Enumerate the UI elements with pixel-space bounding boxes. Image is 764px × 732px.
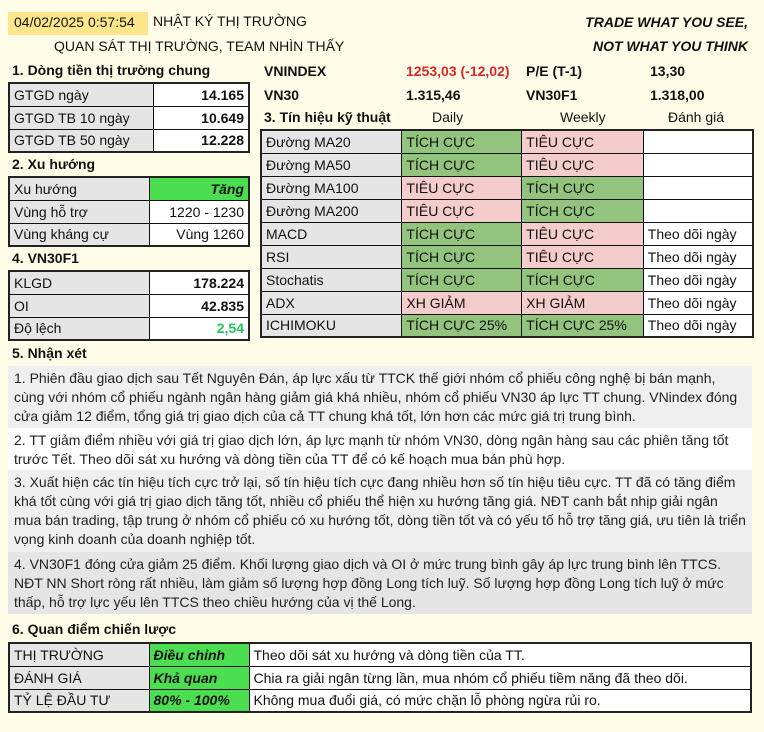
table-row <box>261 176 753 199</box>
signal-daily: TÍCH CỰC 25% <box>402 314 522 337</box>
row-value: 10.649 <box>153 106 249 129</box>
table-row <box>261 199 753 222</box>
col-eval-header: Đánh giá <box>668 109 725 125</box>
signal-weekly: TÍCH CỰC <box>522 176 644 199</box>
row-label: GTGD ngày <box>9 83 153 106</box>
table-row <box>261 130 753 153</box>
signal-daily: TIÊU CỰC <box>402 176 522 199</box>
row-value: 1220 - 1230 <box>149 200 249 223</box>
col-daily-header: Daily <box>432 109 464 125</box>
signal-weekly: XH GIẢM <box>522 291 644 314</box>
signal-name: Đường MA50 <box>261 153 402 176</box>
comment-1: 1. Phiên đầu giao dịch sau Tết Nguyên Đán, áp lực xấu từ TTCK thế giới nhóm cổ phiếu công nghệ bị bán mạnh, cùng với nhóm cổ phiếu ngành ngân hàng giảm giá khá nhiều, nhóm cổ phiếu VN30 áp lực TT chung. VNindex đóng cửa giảm 12 điểm, tổng giá trị giao dịch của cả TT chung khá tốt, lớn hơn các mức giá trị trung bình. <box>8 366 752 428</box>
vn30f1-label: VN30F1 <box>526 87 578 103</box>
signal-daily: TÍCH CỰC <box>402 245 522 268</box>
row-label: KLGD <box>9 271 149 294</box>
section-strategy-heading: 6. Quan điểm chiến lược <box>12 621 177 637</box>
signal-name: Đường MA100 <box>261 176 402 199</box>
row-label: Vùng kháng cự <box>9 223 149 246</box>
slogan-line-2: NOT WHAT YOU THINK <box>592 38 748 54</box>
signal-eval: Theo dõi ngày <box>643 268 753 291</box>
signal-daily: TÍCH CỰC <box>402 268 522 291</box>
vn30f1-table <box>8 270 250 341</box>
comment-2: 2. TT giảm điểm nhiều với giá trị giao dịch lớn, áp lực mạnh từ nhóm VN30, dòng ngân hàng sau các phiên tăng tốt trước Tết. Theo dõi sát xu hướng và dòng tiền của TT để có kế hoạch mua bán phù hợp. <box>8 428 752 470</box>
vn30f1-value: 1.318,00 <box>650 87 705 103</box>
table-row <box>9 106 249 129</box>
report-datetime: 04/02/2025 0:57:54 <box>8 12 148 35</box>
signal-eval <box>643 176 753 199</box>
table-row <box>261 268 753 291</box>
signals-table <box>260 129 754 338</box>
table-row <box>9 271 249 294</box>
row-label: Vùng hỗ trợ <box>9 200 149 223</box>
signal-weekly: TIÊU CỰC <box>522 153 644 176</box>
row-value: 42.835 <box>149 294 249 317</box>
signal-name: RSI <box>261 245 402 268</box>
signal-weekly: TÍCH CỰC <box>522 268 644 291</box>
section-signals-heading: 3. Tín hiệu kỹ thuật <box>264 109 391 125</box>
section-comments-heading: 5. Nhận xét <box>12 345 87 361</box>
trend-value: Tăng <box>149 177 249 200</box>
strategy-label: THỊ TRƯỜNG <box>9 643 149 666</box>
market-flow-table <box>8 82 250 153</box>
strategy-label: TỶ LỆ ĐẦU TƯ <box>9 689 149 712</box>
table-row <box>261 291 753 314</box>
signal-eval: Theo dõi ngày <box>643 245 753 268</box>
signal-name: ADX <box>261 291 402 314</box>
strategy-tag: 80% - 100% <box>149 689 249 712</box>
row-value: 178.224 <box>149 271 249 294</box>
signal-name: Đường MA200 <box>261 199 402 222</box>
signal-name: Stochatis <box>261 268 402 291</box>
signal-weekly: TÍCH CỰC 25% <box>522 314 644 337</box>
vn30-value: 1.315,46 <box>406 87 461 103</box>
row-value: Vùng 1260 <box>149 223 249 246</box>
signal-daily: TÍCH CỰC <box>402 153 522 176</box>
row-label: Xu hướng <box>9 177 149 200</box>
signal-weekly: TIÊU CỰC <box>522 130 644 153</box>
section-trend-heading: 2. Xu hướng <box>12 156 96 172</box>
table-row <box>9 83 249 106</box>
signal-daily: XH GIẢM <box>402 291 522 314</box>
row-label: GTGD TB 50 ngày <box>9 129 153 152</box>
row-label: GTGD TB 10 ngày <box>9 106 153 129</box>
signal-eval: Theo dõi ngày <box>643 314 753 337</box>
table-row <box>9 177 249 200</box>
signal-eval: Theo dõi ngày <box>643 291 753 314</box>
table-row <box>9 643 751 666</box>
table-row <box>261 153 753 176</box>
signal-eval <box>643 153 753 176</box>
strategy-text: Chia ra giải ngân từng lần, mua nhóm cổ phiếu tiềm năng đã theo dõi. <box>249 666 751 689</box>
strategy-label: ĐÁNH GIÁ <box>9 666 149 689</box>
table-row <box>261 314 753 337</box>
signal-weekly: TIÊU CỰC <box>522 222 644 245</box>
slogan-line-1: TRADE WHAT YOU SEE, <box>585 14 748 30</box>
strategy-tag: Điều chỉnh <box>149 643 249 666</box>
signal-weekly: TIÊU CỰC <box>522 245 644 268</box>
table-row <box>9 294 249 317</box>
signal-daily: TÍCH CỰC <box>402 222 522 245</box>
row-label: OI <box>9 294 149 317</box>
section-vn30f1-heading: 4. VN30F1 <box>12 250 79 266</box>
col-weekly-header: Weekly <box>560 109 606 125</box>
vn30-label: VN30 <box>264 87 300 103</box>
trend-table <box>8 176 250 247</box>
strategy-tag: Khả quan <box>149 666 249 689</box>
page-subtitle: QUAN SÁT THỊ TRƯỜNG, TEAM NHÌN THẤY <box>54 38 345 54</box>
signal-name: MACD <box>261 222 402 245</box>
table-row <box>261 222 753 245</box>
table-row <box>9 129 249 152</box>
table-row <box>9 200 249 223</box>
row-value: 2,54 <box>149 317 249 340</box>
signal-eval <box>643 199 753 222</box>
signal-name: Đường MA20 <box>261 130 402 153</box>
page-title: NHẬT KÝ THỊ TRƯỜNG <box>153 13 307 29</box>
comment-4: 4. VN30F1 đóng cửa giảm 25 điểm. Khối lượng giao dịch và OI ở mức trung bình gây áp lực trung bình lên TTCS. NĐT NN Short ròng rất nhiều, làm giảm số lượng hợp đồng Long tích luỹ. Số lượng hợp đồng Long tích luỹ ở mức thấp, hỗ trợ lực yếu lên TTCS theo chiều hướng của vị thế Long. <box>8 552 752 614</box>
signal-eval: Theo dõi ngày <box>643 222 753 245</box>
row-value: 14.165 <box>153 83 249 106</box>
pe-value: 13,30 <box>650 63 686 79</box>
table-row <box>9 666 751 689</box>
pe-label: P/E (T-1) <box>526 63 583 79</box>
signal-name: ICHIMOKU <box>261 314 402 337</box>
table-row <box>261 245 753 268</box>
comment-3: 3. Xuất hiện các tín hiệu tích cực trở lại, số tín hiệu tích cực đang nhiều hơn số tín hiệu tiêu cực. TT đã có tăng điểm khá tốt cùng với giá trị giao dịch tăng tốt, nhiều cổ phiếu thể hiện xu hướng tăng giá. NĐT canh bắt nhịp giải ngân mua bán trading, tập trung ở nhóm cổ phiếu có xu hướng tốt, dòng tiền tốt và có yếu tố hỗ trợ tăng giá, ưu tiên là triển vọng kinh doanh của doanh nghiệp tốt. <box>8 470 752 552</box>
table-row <box>9 223 249 246</box>
strategy-table <box>8 642 752 713</box>
signal-daily: TÍCH CỰC <box>402 130 522 153</box>
row-value: 12.228 <box>153 129 249 152</box>
vnindex-value: 1253,03 (-12,02) <box>406 63 510 79</box>
table-row <box>9 689 751 712</box>
table-row <box>9 317 249 340</box>
section-market-flow-heading: 1. Dòng tiền thị trường chung <box>12 62 211 78</box>
row-label: Độ lệch <box>9 317 149 340</box>
vnindex-label: VNINDEX <box>264 63 327 79</box>
signal-daily: TIÊU CỰC <box>402 199 522 222</box>
strategy-text: Theo dõi sát xu hướng và dòng tiền của TT. <box>249 643 751 666</box>
signal-weekly: TÍCH CỰC <box>522 199 644 222</box>
strategy-text: Không mua đuổi giá, có mức chặn lỗ phòng ngừa rủi ro. <box>249 689 751 712</box>
signal-eval <box>643 130 753 153</box>
